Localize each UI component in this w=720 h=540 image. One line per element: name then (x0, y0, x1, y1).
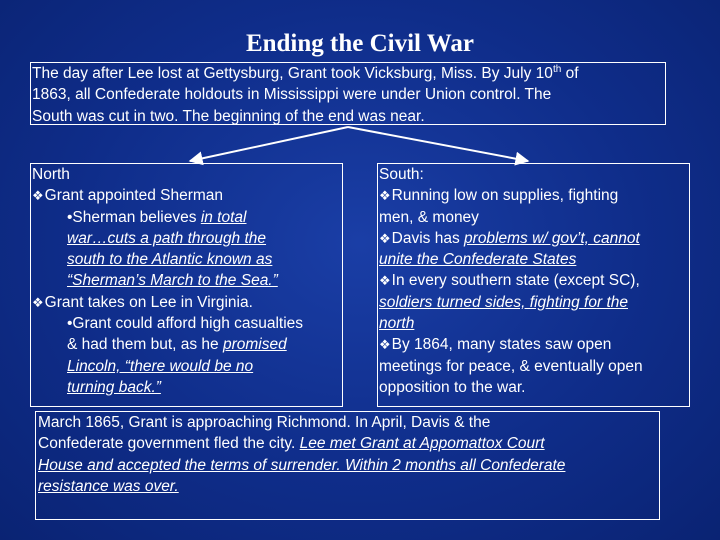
south-heading: South: (379, 166, 424, 183)
north-sub-line: “Sherman’s March to the Sea.” (67, 272, 278, 290)
intro-line: 1863, all Confederate holdouts in Mississippi were under Union control. The (32, 86, 552, 104)
north-bullet: ❖Grant appointed Sherman (32, 187, 224, 205)
south-bullet: ❖By 1864, many states saw open (379, 336, 612, 354)
intro-text: of (561, 65, 579, 82)
ending-line: House and accepted the terms of surrender. Within 2 months all Confederate (38, 456, 566, 474)
ending-line: Confederate government fled the city. Lee met Grant at Appomattox Court (38, 435, 545, 453)
diamond-bullet-icon: ❖ (379, 188, 391, 204)
arrow-to-north (190, 127, 348, 161)
diamond-bullet-icon: ❖ (32, 294, 44, 310)
north-sub-line: Lincoln, “there would be no (67, 357, 254, 375)
diamond-bullet-icon: ❖ (32, 188, 44, 204)
north-box (30, 163, 343, 407)
south-bullet: ❖Running low on supplies, fighting (379, 187, 619, 205)
north-bullet: ❖Grant takes on Lee in Virginia. (32, 293, 253, 311)
south-line: opposition to the war. (379, 378, 526, 396)
north-sub-line: & had them but, as he promised (67, 336, 287, 354)
south-bullet: ❖In every southern state (except SC), (379, 272, 640, 290)
ending-line: March 1865, Grant is approaching Richmond. In April, Davis & the (38, 414, 491, 431)
south-line: soldiers turned sides, fighting for the (379, 293, 628, 311)
superscript: th (552, 63, 562, 75)
south-bullet: ❖Davis has problems w/ gov’t, cannot (379, 229, 640, 247)
south-line: men, & money (379, 208, 479, 226)
south-line: meetings for peace, & eventually open (379, 357, 643, 375)
slide-title: Ending the Civil War (245, 30, 475, 57)
north-sub-line: •Sherman believes in total (67, 208, 247, 226)
intro-line: South was cut in two. The beginning of the end was near. (32, 107, 425, 125)
south-line: unite the Confederate States (379, 251, 577, 269)
intro-text: The day after Lee lost at Gettysburg, Grant took Vicksburg, Miss. By July 10 (32, 65, 553, 82)
ending-box (35, 411, 660, 520)
diamond-bullet-icon: ❖ (379, 230, 391, 246)
north-heading: North (32, 166, 70, 183)
north-sub-line: •Grant could afford high casualties (67, 315, 304, 333)
arrow-to-south (348, 127, 528, 161)
diamond-bullet-icon: ❖ (379, 337, 391, 353)
diamond-bullet-icon: ❖ (379, 273, 391, 289)
south-line: north (379, 315, 415, 333)
north-sub-line: war…cuts a path through the (67, 229, 267, 247)
south-box (377, 163, 690, 407)
ending-line: resistance was over. (38, 477, 179, 495)
north-sub-line: turning back.” (67, 378, 161, 396)
north-sub-line: south to the Atlantic known as (67, 251, 273, 269)
